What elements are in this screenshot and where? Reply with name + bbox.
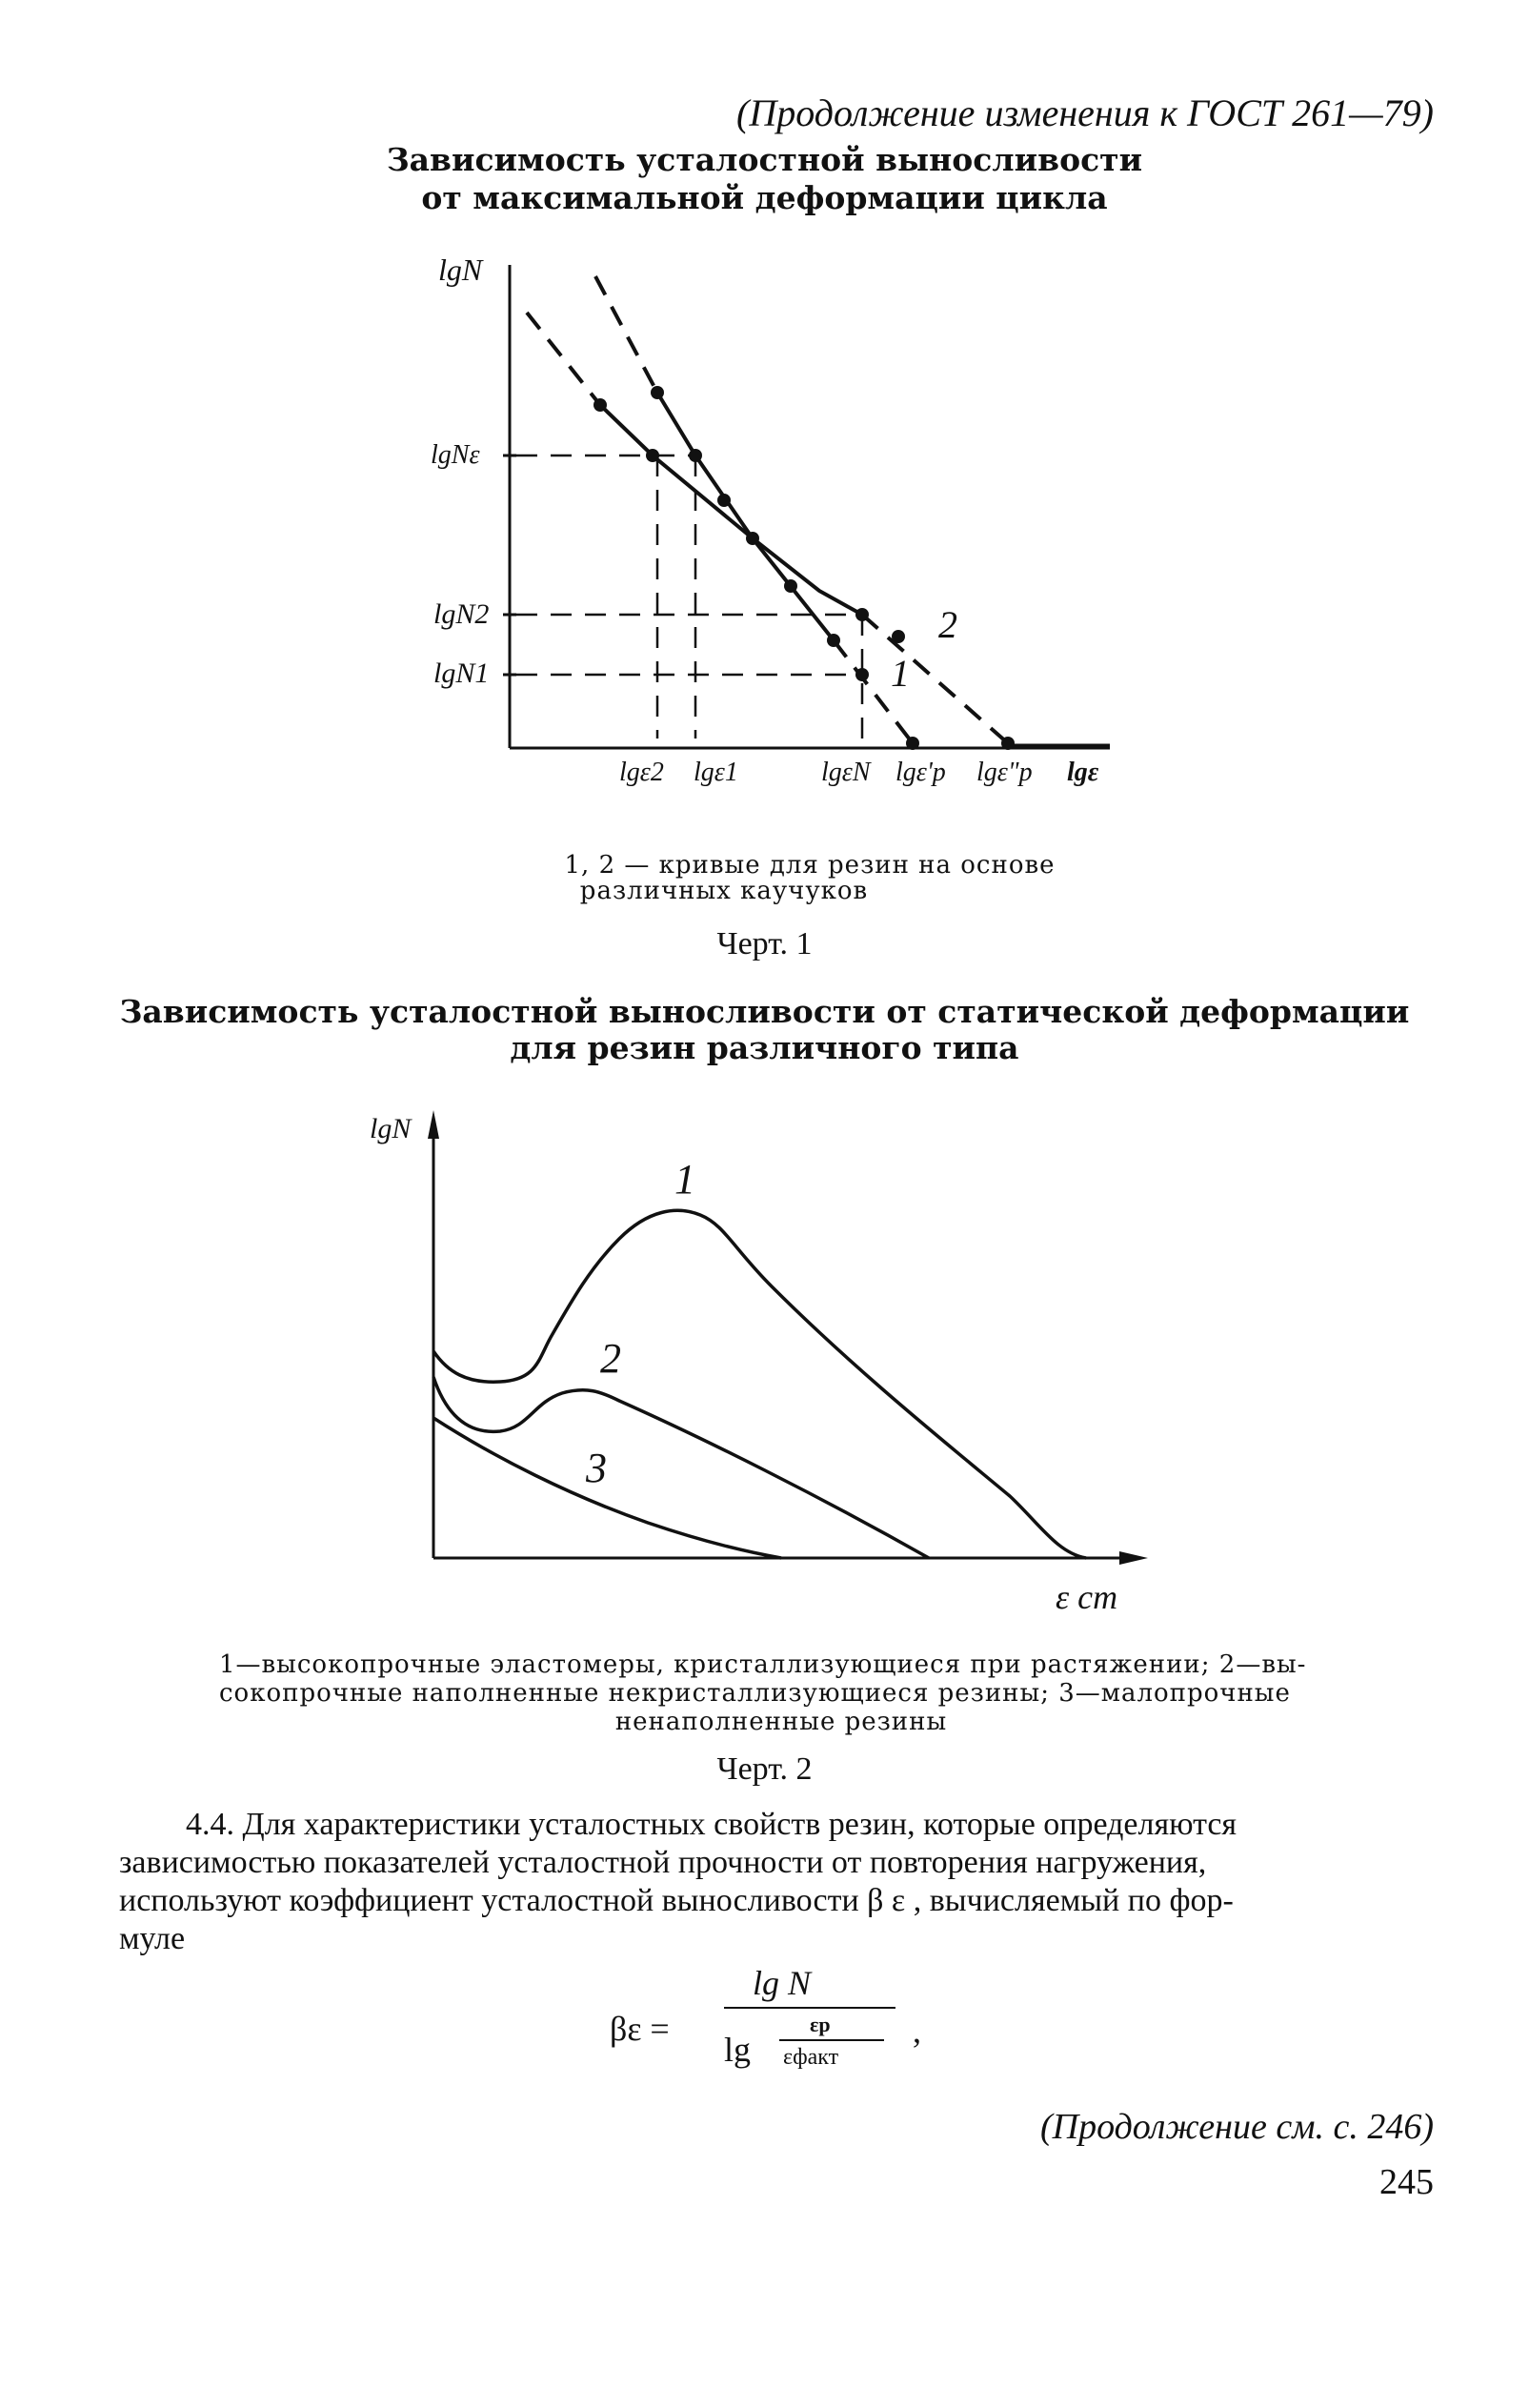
figure2-curve-label-1: 1 <box>674 1156 695 1203</box>
figure1-x-tick-epsN: lgεN <box>821 758 871 787</box>
figure2-curve-1 <box>433 1210 1086 1558</box>
figure1-curve-1 <box>657 393 834 640</box>
formula-inner-numerator: εp <box>810 2013 831 2036</box>
formula-trailing-comma: , <box>913 2012 921 2050</box>
paragraph-4-4 <box>119 1806 1434 1958</box>
figure1-curve-1-upper-dashed <box>595 276 657 393</box>
figure2-caption-line1: 1—высокопрочные эластомеры, кристаллизующиеся при растяжении; 2—вы- <box>219 1650 1307 1679</box>
figure1-x-tick-eps-p1: lgε'p <box>895 758 946 787</box>
figure1-x-tick-eps: lgε <box>1067 758 1099 787</box>
figure1-point <box>784 579 797 593</box>
figure2-caption-line2: сокопрочные наполненные некристаллизующиеся резины; 3—малопрочные <box>219 1679 1291 1708</box>
figure1-curve-2-lower-dashed <box>862 615 1008 743</box>
figure1-curve-label-1: 1 <box>891 652 910 695</box>
figure2-curve-3 <box>433 1418 781 1558</box>
figure1-title-line1: Зависимость усталостной выносливости <box>386 141 1143 178</box>
figure1-curve-label-2: 2 <box>938 603 957 646</box>
figure1-y-axis-label: lgN <box>438 253 483 287</box>
page-number: 245 <box>1379 2162 1434 2202</box>
figure1-point <box>1001 737 1015 750</box>
figure1-point <box>651 386 664 399</box>
formula-numerator: lg N <box>753 1964 812 2002</box>
figure1-point <box>855 668 869 681</box>
figure1-curve-2-upper-dashed <box>527 313 600 405</box>
figure1-title-line2: от максимальной деформации цикла <box>421 179 1108 216</box>
formula-lhs: βε = <box>610 2010 670 2048</box>
figure1-caption-line1: 1, 2 — кривые для резин на основе <box>564 851 1056 880</box>
paragraph-line3: используют коэффициент усталостной выносливости β ε , вычисляемый по фор- <box>119 1883 1234 1918</box>
continuation-note: (Продолжение см. с. 246) <box>1039 2107 1434 2147</box>
figure2-caption-line3: ненаполненные резины <box>614 1708 948 1736</box>
figure2-y-axis-label: lgN <box>370 1113 412 1144</box>
figure2-curve-label-2: 2 <box>600 1335 621 1382</box>
figure1-point <box>906 737 919 750</box>
figure1-x-tick-eps-p2: lgε"p <box>976 758 1033 787</box>
figure1-point <box>717 494 731 507</box>
formula-inner-fraction-bar <box>779 2039 884 2041</box>
figure2-title-line1: Зависимость усталостной выносливости от статической деформации <box>119 993 1410 1030</box>
paragraph-line2: зависимостью показателей усталостной прочности от повторения нагружения, <box>119 1845 1207 1880</box>
formula <box>610 1963 953 2096</box>
formula-fraction-bar <box>724 2007 895 2009</box>
formula-inner-denominator: εфакт <box>783 2045 839 2070</box>
figure1-point <box>827 634 840 647</box>
formula-denominator-lg: lg <box>724 2031 752 2069</box>
figure2-title-line2: для резин различного типа <box>510 1029 1019 1066</box>
figure1-y-tick-lgN2: lgN2 <box>433 598 490 630</box>
paragraph-line1: 4.4. Для характеристики усталостных свойств резин, которые определяются <box>186 1807 1237 1842</box>
paragraph-line4: муле <box>119 1921 186 1956</box>
figure1-x-tick-eps1: lgε1 <box>694 758 738 787</box>
figure2-number: Черт. 2 <box>716 1751 813 1787</box>
figure1-x-tick-eps2: lgε2 <box>619 758 664 787</box>
figure1-number: Черт. 1 <box>716 926 813 961</box>
figure2-curve-2 <box>433 1377 929 1558</box>
figure1-point <box>593 398 607 412</box>
figure2-x-axis-label: ε ст <box>1056 1578 1118 1616</box>
figure1-point <box>892 630 905 643</box>
figure1-point <box>746 532 759 545</box>
figure2-curve-label-3: 3 <box>586 1445 607 1491</box>
figure1-point <box>646 449 659 462</box>
figure1-point <box>855 608 869 621</box>
figure1-y-tick-lgNeps: lgNε <box>431 440 480 470</box>
figure1-curve-2 <box>600 405 862 615</box>
figure1-caption-line2: различных каучуков <box>579 877 869 905</box>
figure1-point <box>689 449 702 462</box>
figure1-y-tick-lgN1: lgN1 <box>433 658 490 689</box>
page-header: (Продолжение изменения к ГОСТ 261—79) <box>736 91 1434 134</box>
